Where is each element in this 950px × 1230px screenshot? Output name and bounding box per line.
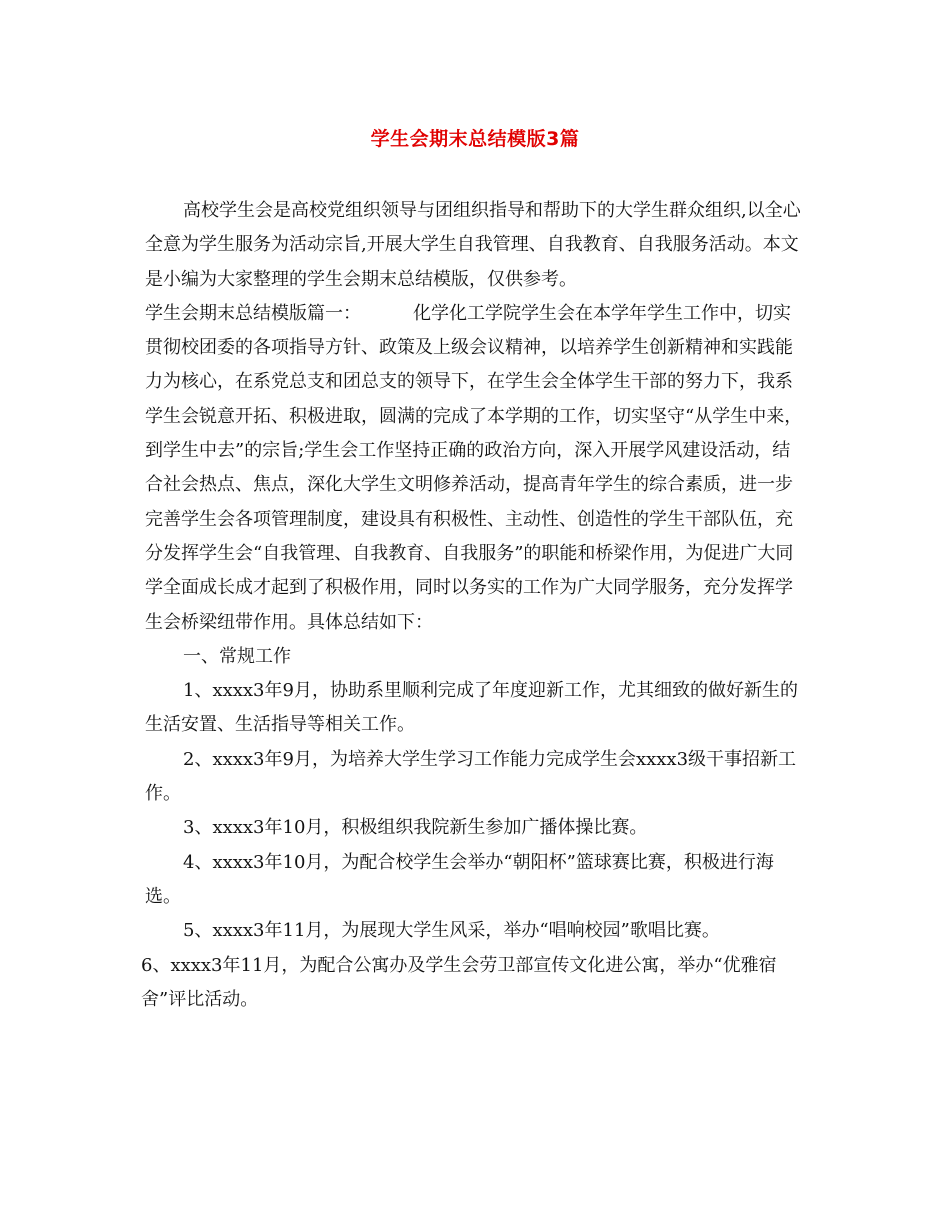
section-paragraph: [145, 297, 805, 640]
list-item: 3、xxxx3年10月，积极组织我院新生参加广播体操比赛。: [183, 817, 648, 839]
list-item: 4、xxxx3年10月，为配合校学生会举办“朝阳杯”篮球赛比赛，积极进行海选。: [145, 851, 774, 907]
section-label: 学生会期末总结模版篇一：: [145, 302, 361, 324]
list-item: 2、xxxx3年9月，为培养大学生学习工作能力完成学生会xxxx3级干事招新工作。: [145, 748, 797, 805]
list-item: 5、xxxx3年11月，为展现大学生风采，举办“唱响校园”歌唱比赛。: [183, 920, 720, 942]
list-item: 1、xxxx3年9月，协助系里顺利完成了年度迎新工作，尤其细致的做好新生的生活安置、生活指导等相关工作。: [145, 680, 798, 736]
heading-regular-work: 一、常规工作: [183, 645, 291, 667]
intro-paragraph: 高校学生会是高校党组织领导与团组织指导和帮助下的大学生群众组织,以全心全意为学生服务为活动宗旨,开展大学生自我管理、自我教育、自我服务活动。本文是小编为大家整理的学生会期末总结模版，仅供参考。: [145, 200, 801, 290]
document-title: 学生会期末总结模版3篇: [370, 128, 580, 150]
document-body: [141, 194, 805, 1017]
list-item: 6、xxxx3年11月，为配合公寓办及学生会劳卫部宣传文化进公寓，举办“优雅宿舍”评比活动。: [141, 954, 777, 1010]
section-body: 化学化工学院学生会在本学年学生工作中，切实贯彻校团委的各项指导方针、政策及上级会议精神，以培养学生创新精神和实践能力为核心，在系党总支和团总支的领导下，在学生会全体学生干部的努力下，我系学生会锐意开拓、积极进取，圆满的完成了本学期的工作，切实坚守“从学生中来，到学生中去”的宗旨;学生会工作坚持正确的政治方向，深入开展学风建设活动，结合社会热点、焦点，深化大学生文明修养活动，提高青年学生的综合素质，进一步完善学生会各项管理制度，建设具有积极性、主动性、创造性的学生干部队伍，充分发挥学生会“自我管理、自我教育、自我服务”的职能和桥梁作用，为促进广大同学全面成长成才起到了积极作用，同时以务实的工作为广大同学服务，充分发挥学生会桥梁纽带作用。具体总结如下：: [145, 302, 803, 633]
